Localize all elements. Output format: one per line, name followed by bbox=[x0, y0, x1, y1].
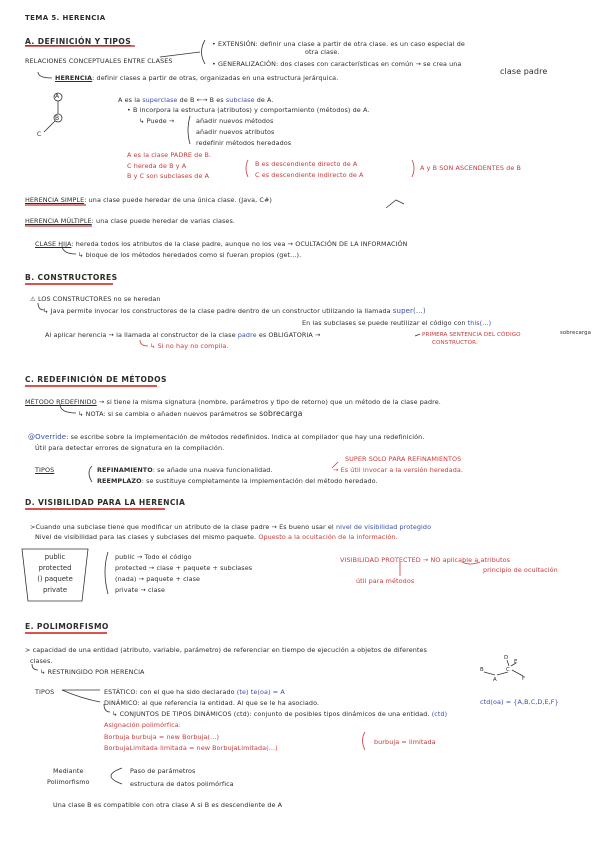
c3a: En las subclases se puede reutilizar el código con bbox=[302, 319, 468, 327]
metodo-redefinido-label: MÉTODO REDEFINIDO bbox=[25, 398, 97, 406]
tree-d: D bbox=[504, 655, 509, 661]
dinamico-line: DINÁMICO: al que referencia la entidad. Al que se le ha asociado. bbox=[104, 699, 320, 707]
tree-node-c: C bbox=[37, 131, 42, 138]
protected-no-atributos: VISIBILIDAD PROTECTED → NO aplicable a atributos bbox=[340, 556, 511, 564]
conjuntos-def: ↳ CONJUNTOS DE TIPOS DINÁMICOS (ctd): conjunto de posibles tipos dinámicos de una entidad. bbox=[112, 710, 430, 718]
tree-a: A bbox=[493, 677, 497, 683]
primera-sentencia: PRIMERA SENTENCIA DEL CÓDIGO bbox=[422, 332, 521, 338]
vis-private: private → clase bbox=[115, 586, 165, 594]
final-note: Una clase B es compatible con otra clase A si B es descendiente de A bbox=[53, 801, 283, 809]
v2a: Nivel de visibilidad para las clases y subclases del mismo paquete. bbox=[35, 533, 259, 541]
page-title: TEMA 5. HERENCIA bbox=[25, 14, 106, 22]
herencia-label: HERENCIA bbox=[55, 74, 93, 82]
v1a: >Cuando una subclase tiene que modificar un atributo de la clase padre → Es bueno usar el bbox=[30, 523, 336, 531]
estatico-line bbox=[104, 688, 285, 696]
this-call: this(...) bbox=[467, 319, 492, 327]
section-d-underline bbox=[25, 508, 165, 510]
tree-c: C bbox=[506, 667, 510, 673]
subclase-word: subclase bbox=[225, 96, 255, 104]
red-note-3: B y C son subclases de A bbox=[127, 172, 210, 180]
puede-item-3: redefinir métodos heredados bbox=[196, 139, 292, 147]
asignacion-2: BorbujaLimitada limitada = new BorbujaLimitada(...) bbox=[104, 744, 278, 752]
estatico-eq: te(oa) = A bbox=[250, 688, 285, 696]
metodo-redefinido-line bbox=[25, 398, 441, 406]
section-e-heading: E. POLIMORFISMO bbox=[25, 622, 109, 631]
herencia-def: : definir clases a partir de otras, organizadas en una estructura jerárquica. bbox=[92, 74, 339, 82]
nivel-protegido: nivel de visibilidad protegido bbox=[335, 523, 432, 531]
reemplazo-line bbox=[97, 477, 378, 485]
c4a: Al aplicar herencia → la llamada al constructor de la clase bbox=[45, 331, 238, 339]
hija-def: : hereda todos los atributos de la clase padre, aunque no los vea → OCULTACIÓN DE LA INFORMACIÓN bbox=[71, 240, 408, 248]
generalizacion-text: • GENERALIZACIÓN: dos clases con características en común → se crea una bbox=[212, 60, 462, 68]
section-c-underline bbox=[25, 385, 157, 387]
puede-item-1: añadir nuevos métodos bbox=[196, 117, 274, 125]
super-call: super(...) bbox=[392, 307, 426, 315]
paso-parametros: Paso de parámetros bbox=[130, 767, 196, 775]
mediante-label: Mediante bbox=[53, 767, 84, 775]
polimorfismo-def-2: clases. bbox=[30, 657, 53, 665]
section-d-heading: D. VISIBILIDAD PARA LA HERENCIA bbox=[25, 498, 186, 507]
l1e: de A. bbox=[254, 96, 274, 104]
sobrecarga-note: sobrecarga bbox=[560, 330, 592, 336]
vis-public: public → Todo el código bbox=[115, 553, 192, 561]
estructura-datos: estructura de datos polimórfica bbox=[130, 780, 234, 788]
override-word: @Override bbox=[28, 433, 67, 441]
m1b: → si tiene la misma signatura (nombre, parámetros y tipo de retorno) que un método de la clase padre. bbox=[96, 398, 441, 406]
multiple-label: HERENCIA MÚLTIPLE bbox=[25, 217, 92, 225]
tipos-label: TIPOS bbox=[35, 466, 55, 474]
sobrecarga-word: sobrecarga bbox=[259, 409, 303, 418]
simple-label: HERENCIA SIMPLE bbox=[25, 196, 85, 204]
conjuntos-line bbox=[112, 710, 447, 718]
polimorfismo-def: > capacidad de una entidad (atributo, variable, parámetro) de referenciar en tiempo de ejecución a objetos de diferentes bbox=[25, 646, 427, 654]
red-note-5: C es descendiente indirecto de A bbox=[255, 171, 364, 179]
util-metodos: útil para métodos bbox=[356, 577, 415, 585]
extension-text-2: otra clase. bbox=[305, 48, 340, 56]
principio-ocultacion: principio de ocultación bbox=[483, 566, 558, 574]
l1c: de B ←→ B es bbox=[177, 96, 226, 104]
tree-f: F bbox=[522, 676, 526, 682]
reemplazo-label: REEMPLAZO bbox=[97, 477, 142, 485]
trap-protected: protected bbox=[38, 564, 72, 572]
refinamiento-red: → Es útil invocar a la versión heredada. bbox=[333, 466, 464, 474]
estatico-te: (te) bbox=[236, 688, 249, 696]
obligatoria-line bbox=[45, 331, 320, 339]
trap-public: public bbox=[44, 553, 66, 561]
super-refinamientos-note: SUPER SOLO PARA REFINAMIENTOS bbox=[345, 455, 462, 463]
nota-line bbox=[78, 410, 303, 418]
c2a: ↳ Java permite invocar los constructores de la clase padre dentro de un constructor utilizando la llamada bbox=[43, 307, 393, 315]
section-b-heading: B. CONSTRUCTORES bbox=[25, 273, 118, 282]
polimorfismo-label: Polimorfismo bbox=[47, 778, 90, 786]
poli-tipos-label: TIPOS bbox=[35, 688, 55, 696]
incorpora-line: • B incorpora la estructura (atributos) y comportamiento (métodos) de A. bbox=[127, 106, 370, 114]
tree-b: B bbox=[480, 667, 484, 673]
herencia-simple-line bbox=[25, 196, 272, 204]
visibilidad-line-1 bbox=[30, 523, 431, 531]
superclase-line bbox=[118, 96, 274, 104]
trap-paquete: () paquete bbox=[37, 575, 73, 583]
estatico-def: ESTÁTICO: con el que ha sido declarado bbox=[104, 688, 235, 696]
o1b: : se escribe sobre la implementación de métodos redefinidos. Indica al compilador que hay una redefinición. bbox=[66, 433, 425, 441]
this-line bbox=[302, 319, 491, 327]
refinamiento-line bbox=[97, 466, 273, 474]
herencia-multiple-line bbox=[25, 217, 235, 225]
vis-paquete: (nada) → paquete + clase bbox=[115, 575, 201, 583]
multiple-def: : una clase puede heredar de varias clases. bbox=[91, 217, 236, 225]
clase-hija-line-2: ↳ bloque de los métodos heredados como si fueran propios (get...). bbox=[78, 251, 302, 259]
override-line-2: Útil para detectar errores de signatura en la compilación. bbox=[35, 444, 225, 452]
vis-protected: protected → clase + paquete + subclases bbox=[115, 564, 253, 572]
relaciones-label: RELACIONES CONCEPTUALES ENTRE CLASES bbox=[25, 57, 173, 65]
constructor-note: CONSTRUCTOR. bbox=[432, 340, 478, 346]
section-b-underline bbox=[25, 283, 113, 285]
tree-node-a: A bbox=[55, 93, 60, 100]
red-note-6: A y B SON ASCENDENTES de B bbox=[420, 164, 522, 172]
herencia-line bbox=[55, 74, 338, 82]
constructores-note: ⚠ LOS CONSTRUCTORES no se heredan bbox=[30, 295, 161, 303]
clase-padre-text: clase padre bbox=[500, 67, 548, 76]
refinamiento-label: REFINAMIENTO bbox=[97, 466, 153, 474]
ctd-example: ctd(oa) = {A,B,C,D,E,F} bbox=[480, 698, 559, 706]
no-compila-note: ↳ Si no hay no compila. bbox=[150, 342, 229, 350]
hija-label: CLASE HIJA bbox=[35, 240, 72, 248]
simple-def: : una clase puede heredar de una única clase. (Java, C#) bbox=[84, 196, 272, 204]
section-c-heading: C. REDEFINICIÓN DE MÉTODOS bbox=[25, 375, 167, 384]
trap-private: private bbox=[42, 586, 68, 594]
puede-label: ↳ Puede → bbox=[139, 117, 175, 125]
m2: ↳ NOTA: si se cambia o añaden nuevos parámetros se bbox=[78, 410, 260, 418]
superclase-word: superclase bbox=[142, 96, 178, 104]
reemplazo-def: : se sustituye completamente la implementación del método heredado. bbox=[141, 477, 378, 485]
asignacion-label: Asignación polimórfica: bbox=[104, 721, 181, 729]
section-e-underline bbox=[25, 632, 107, 634]
visibility-trapezoid bbox=[19, 549, 91, 601]
clase-hija-line bbox=[35, 240, 408, 248]
asignacion-3: burbuja = limitada bbox=[374, 738, 436, 746]
padre-word: padre bbox=[237, 331, 257, 339]
red-note-4: B es descendiente directo de A bbox=[255, 160, 358, 168]
restringido-herencia: ↳ RESTRINGIDO POR HERENCIA bbox=[40, 668, 145, 676]
tree-e: E bbox=[514, 659, 518, 665]
extension-text: • EXTENSIÓN: definir una clase a partir de otra clase. es un caso especial de bbox=[212, 40, 465, 48]
red-note-1: A es la clase PADRE de B. bbox=[127, 151, 212, 159]
refinamiento-def: : se añade una nueva funcionalidad. bbox=[152, 466, 273, 474]
section-a-heading: A. DEFINICIÓN Y TIPOS bbox=[25, 37, 132, 46]
asignacion-1: Borbuja burbuja = new Borbuja(...) bbox=[104, 733, 220, 741]
red-note-2: C hereda de B y A bbox=[127, 162, 187, 170]
visibilidad-line-2 bbox=[35, 533, 398, 541]
c4c: es OBLIGATORIA → bbox=[256, 331, 321, 339]
l1a: A es la bbox=[118, 96, 143, 104]
conjuntos-ctd: (ctd) bbox=[431, 710, 448, 718]
super-line bbox=[43, 307, 426, 315]
puede-item-2: añadir nuevos atributos bbox=[196, 128, 275, 136]
tree-node-b: B bbox=[55, 115, 60, 122]
opuesto-ocultacion: Opuesto a la ocultación de la información. bbox=[258, 533, 398, 541]
override-line bbox=[28, 433, 424, 441]
